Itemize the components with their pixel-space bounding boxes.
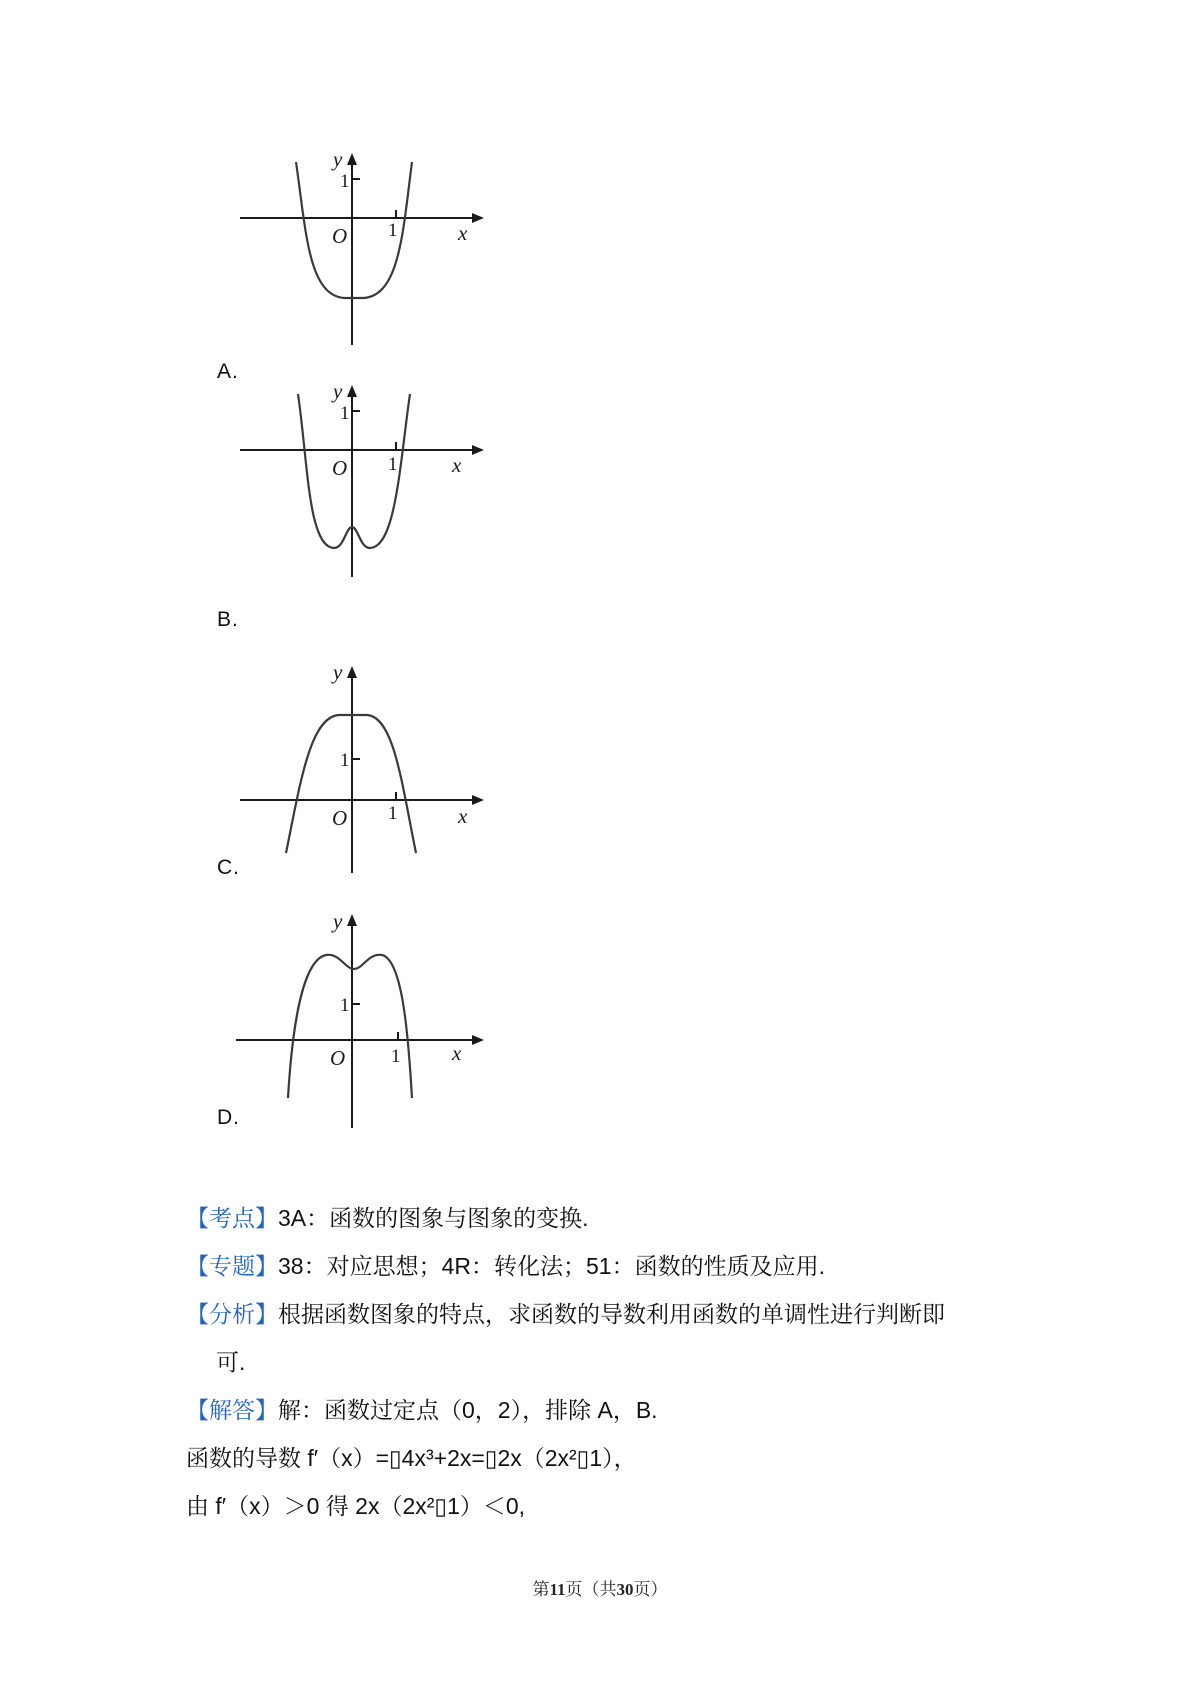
y-axis-arrow [347,385,357,397]
y-tick-label: 1 [340,750,350,771]
fenxi-continuation: 可. [216,1349,246,1375]
kaodian-tag: 【考点】 [186,1205,278,1231]
inequality-line: 由 f′（x）＞0 得 2x（2x²▯1）＜0, [186,1493,526,1519]
footer-page-number: 11 [549,1580,566,1599]
x-axis-arrow [472,213,484,223]
origin-label: O [332,456,348,480]
option-label-a: A. [217,360,239,383]
option-label-c: C. [217,856,240,879]
derivative-line: 函数的导数 f′（x）=▯4x³+2x=▯2x（2x²▯1）， [186,1445,637,1471]
x-axis-label: x [452,1041,462,1065]
y-tick-label: 1 [340,995,350,1016]
x-tick-label: 1 [391,1046,401,1067]
kaodian-line [186,1200,589,1233]
jieda-text: 解：函数过定点（0，2），排除 A，B. [278,1397,658,1423]
option-label-d: D. [217,1106,240,1129]
graph-option-a [240,147,490,350]
graph-option-b [240,379,490,582]
y-axis-label: y [333,909,343,933]
fenxi-line [186,1296,945,1329]
x-axis-label: x [458,221,468,245]
fenxi-tag: 【分析】 [186,1301,278,1327]
origin-label: O [332,224,348,248]
y-axis-arrow [347,666,357,678]
kaodian-text: 3A：函数的图象与图象的变换. [278,1205,589,1231]
graph-option-d [240,910,490,1130]
origin-label: O [332,806,348,830]
x-axis-arrow [472,795,484,805]
fenxi-text: 根据函数图象的特点，求函数的导数利用函数的单调性进行判断即 [278,1301,945,1327]
footer-middle: 页（共 [565,1580,617,1599]
zhuanti-line [186,1248,825,1281]
y-axis-label: y [333,147,343,171]
x-axis-arrow [472,1035,484,1045]
x-tick-label: 1 [388,220,398,241]
zhuanti-text: 38：对应思想；4R：转化法；51：函数的性质及应用. [278,1253,825,1279]
jieda-line [186,1392,658,1425]
y-tick-label: 1 [340,171,350,192]
x-axis-label: x [452,453,462,477]
x-tick-label: 1 [388,454,398,475]
jieda-tag: 【解答】 [186,1397,278,1423]
y-axis-arrow [347,914,357,926]
x-axis-label: x [458,804,468,828]
y-axis-arrow [347,153,357,165]
footer-prefix: 第 [532,1580,550,1599]
x-axis-arrow [472,445,484,455]
y-tick-label: 1 [340,403,350,424]
option-label-b: B. [217,608,239,631]
footer-total-pages: 30 [616,1580,634,1599]
y-axis-label: y [333,660,343,684]
function-curve [288,955,412,1098]
graph-option-c [240,660,490,880]
page-footer [0,1575,1200,1600]
footer-suffix: 页） [633,1580,668,1599]
y-axis-label: y [333,379,343,403]
origin-label: O [330,1046,346,1070]
zhuanti-tag: 【专题】 [186,1253,278,1279]
x-tick-label: 1 [388,803,398,824]
